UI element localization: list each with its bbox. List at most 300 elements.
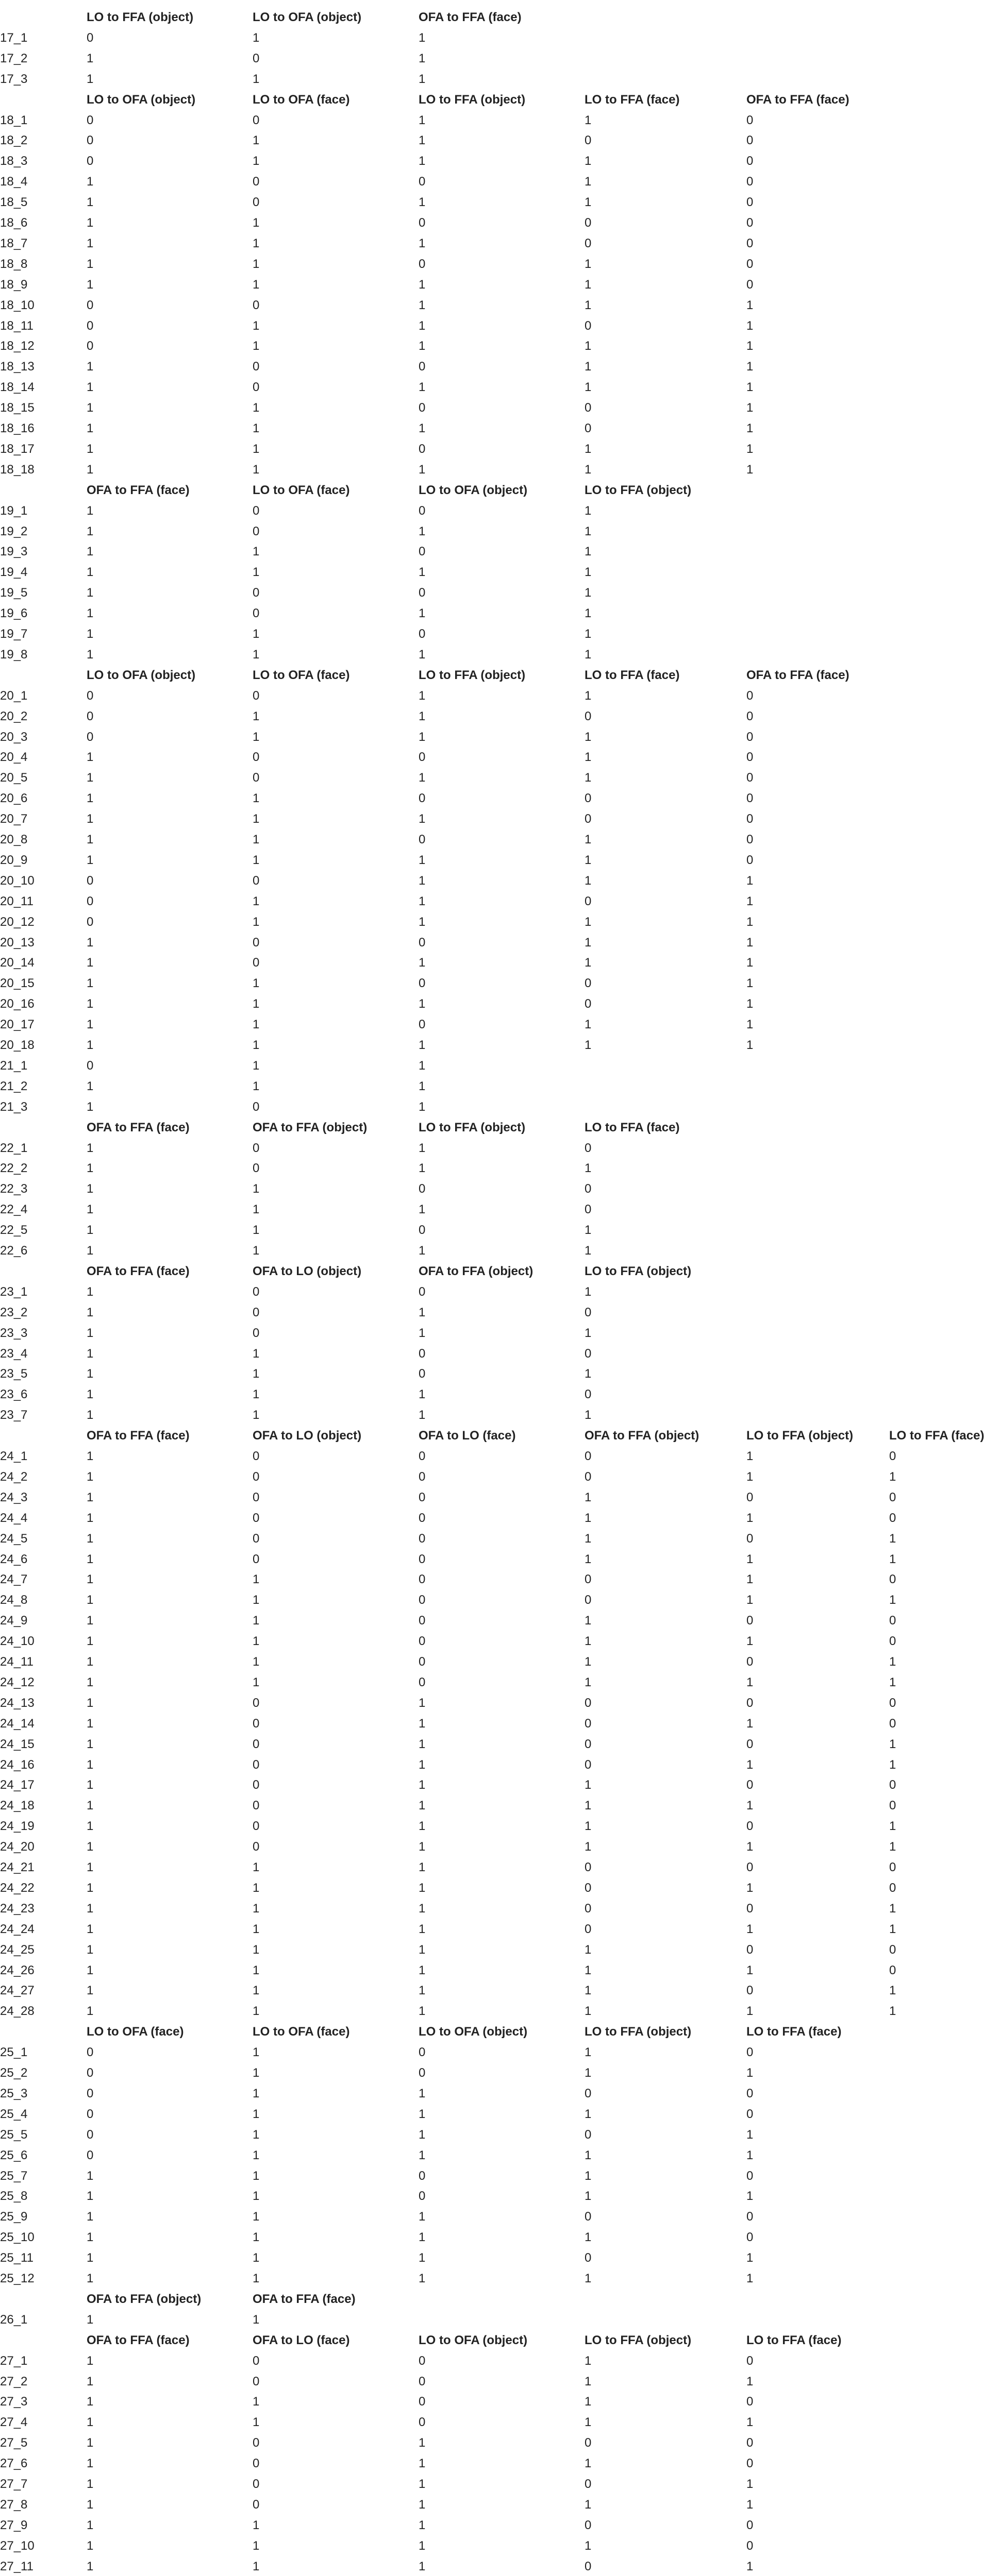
value-cell: 1 <box>87 195 94 210</box>
value-cell: 0 <box>585 1202 592 1217</box>
value-cell: 0 <box>585 1593 592 1607</box>
value-cell: 1 <box>419 1840 426 1854</box>
column-header: LO to FFA (face) <box>585 668 680 682</box>
value-cell: 1 <box>87 503 94 518</box>
model-id-cell: 25_9 <box>0 2210 28 2224</box>
model-id-cell: 27_6 <box>0 2456 28 2471</box>
value-cell: 0 <box>253 1099 260 1114</box>
table-row <box>0 583 984 603</box>
value-cell: 1 <box>889 1655 896 1669</box>
model-id-cell: 24_13 <box>0 1696 35 1710</box>
value-cell: 1 <box>889 1469 896 1484</box>
table-row <box>0 1878 984 1899</box>
value-cell: 0 <box>746 1655 754 1669</box>
table-row <box>0 1076 984 1097</box>
value-cell: 1 <box>87 277 94 292</box>
value-cell: 1 <box>585 2148 592 2162</box>
value-cell: 1 <box>585 2168 592 2183</box>
value-cell: 0 <box>746 2045 754 2060</box>
table-row <box>0 1611 984 1631</box>
table-row <box>0 1241 984 1261</box>
value-cell: 1 <box>889 1840 896 1854</box>
value-cell: 1 <box>419 1819 426 1834</box>
table-row <box>0 1857 984 1878</box>
value-cell: 0 <box>746 1696 754 1710</box>
table-row <box>0 1138 984 1159</box>
table-row <box>0 603 984 624</box>
model-id-cell: 21_2 <box>0 1079 28 1093</box>
table-row <box>0 2083 984 2104</box>
model-id-cell: 24_25 <box>0 1942 35 1957</box>
model-id-cell: 20_7 <box>0 812 28 826</box>
value-cell: 0 <box>87 133 94 148</box>
value-cell: 0 <box>889 1880 896 1895</box>
value-cell: 1 <box>419 1161 426 1176</box>
model-id-cell: 20_11 <box>0 894 34 908</box>
table-row <box>0 1158 984 1179</box>
value-cell: 1 <box>253 2066 260 2080</box>
model-id-cell: 27_8 <box>0 2497 28 2512</box>
value-cell: 0 <box>253 1840 260 1854</box>
model-id-cell: 24_3 <box>0 1490 28 1504</box>
value-cell: 0 <box>253 2456 260 2471</box>
table-row <box>0 2125 984 2145</box>
value-cell: 1 <box>87 1799 94 1813</box>
value-cell: 0 <box>253 298 260 312</box>
model-id-cell: 18_16 <box>0 421 35 435</box>
value-cell: 1 <box>253 30 260 45</box>
value-cell: 0 <box>746 1614 754 1628</box>
value-cell: 0 <box>253 524 260 538</box>
value-cell: 1 <box>87 2456 94 2471</box>
value-cell: 1 <box>419 51 426 65</box>
table-row <box>0 1364 984 1384</box>
table-row <box>0 172 984 192</box>
value-cell: 1 <box>889 1531 896 1546</box>
model-id-cell: 24_17 <box>0 1778 35 1792</box>
value-cell: 1 <box>419 1079 426 1093</box>
value-cell: 1 <box>419 647 426 662</box>
model-id-cell: 23_3 <box>0 1326 28 1340</box>
value-cell: 0 <box>419 627 426 641</box>
value-cell: 0 <box>253 1819 260 1834</box>
value-cell: 1 <box>585 1223 592 1238</box>
model-id-cell: 18_6 <box>0 216 28 230</box>
value-cell: 1 <box>87 1305 94 1319</box>
value-cell: 1 <box>419 1696 426 1710</box>
value-cell: 1 <box>419 236 426 250</box>
table-row <box>0 1734 984 1755</box>
value-cell: 1 <box>585 1408 592 1422</box>
table-header-row <box>0 1261 984 1282</box>
value-cell: 0 <box>746 277 754 292</box>
table-row <box>0 233 984 254</box>
table-row <box>0 2515 984 2536</box>
value-cell: 0 <box>585 1449 592 1463</box>
value-cell: 1 <box>585 1367 592 1381</box>
value-cell: 1 <box>253 1922 260 1936</box>
value-cell: 0 <box>746 730 754 744</box>
column-header: LO to FFA (object) <box>585 2025 692 2039</box>
table-row <box>0 1775 984 1795</box>
table-row <box>0 2166 984 2187</box>
table-row <box>0 1590 984 1611</box>
value-cell: 1 <box>585 2456 592 2471</box>
value-cell: 1 <box>746 2272 754 2285</box>
table-row <box>0 28 984 48</box>
table-row <box>0 1282 984 1302</box>
value-cell: 1 <box>87 1778 94 1792</box>
value-cell: 0 <box>87 2107 94 2121</box>
value-cell: 1 <box>419 873 426 888</box>
value-cell: 1 <box>87 750 94 765</box>
value-cell: 1 <box>87 627 94 641</box>
value-cell: 1 <box>87 2395 94 2409</box>
value-cell: 1 <box>746 873 754 888</box>
column-header: OFA to LO (face) <box>419 1429 516 1443</box>
value-cell: 1 <box>253 133 260 148</box>
table-row <box>0 2351 984 2371</box>
value-cell: 1 <box>87 1202 94 1217</box>
value-cell: 0 <box>419 1593 426 1607</box>
value-cell: 1 <box>253 2272 260 2285</box>
value-cell: 0 <box>585 421 592 435</box>
model-id-cell: 19_3 <box>0 545 28 559</box>
value-cell: 0 <box>253 1511 260 1525</box>
value-cell: 0 <box>253 1161 260 1176</box>
value-cell: 0 <box>419 750 426 765</box>
value-cell: 0 <box>253 1757 260 1772</box>
value-cell: 0 <box>419 1018 426 1032</box>
value-cell: 0 <box>889 1490 896 1504</box>
value-cell: 1 <box>253 1860 260 1874</box>
value-cell: 1 <box>87 51 94 65</box>
value-cell: 1 <box>87 2477 94 2491</box>
table-row <box>0 2145 984 2166</box>
column-header: LO to FFA (face) <box>889 1429 984 1443</box>
value-cell: 1 <box>419 2538 426 2553</box>
value-cell: 1 <box>253 647 260 662</box>
model-id-cell: 18_13 <box>0 360 35 374</box>
model-id-cell: 22_1 <box>0 1141 28 1155</box>
value-cell: 1 <box>419 1799 426 1813</box>
value-cell: 1 <box>585 1018 592 1032</box>
value-cell: 1 <box>253 1880 260 1895</box>
value-cell: 1 <box>87 236 94 250</box>
value-cell: 1 <box>419 298 426 312</box>
value-cell: 0 <box>889 1942 896 1957</box>
value-cell: 1 <box>585 195 592 210</box>
value-cell: 1 <box>585 1038 592 1052</box>
model-id-cell: 27_11 <box>0 2559 34 2573</box>
value-cell: 1 <box>253 277 260 292</box>
value-cell: 0 <box>419 1552 426 1566</box>
value-cell: 0 <box>419 1531 426 1546</box>
column-header: LO to FFA (object) <box>419 668 526 682</box>
value-cell: 1 <box>585 2230 592 2245</box>
value-cell: 0 <box>585 2436 592 2450</box>
value-cell: 0 <box>585 1387 592 1402</box>
table-row <box>0 706 984 727</box>
value-cell: 1 <box>87 442 94 456</box>
table-row <box>0 48 984 69</box>
value-cell: 0 <box>889 1963 896 1977</box>
column-header: LO to FFA (object) <box>746 1429 854 1443</box>
value-cell: 0 <box>746 1531 754 1546</box>
model-id-cell: 27_7 <box>0 2477 28 2491</box>
value-cell: 0 <box>419 257 426 271</box>
table-row <box>0 336 984 357</box>
value-cell: 0 <box>746 195 754 210</box>
value-cell: 1 <box>585 956 592 970</box>
value-cell: 0 <box>746 1860 754 1874</box>
model-id-cell: 24_6 <box>0 1552 28 1566</box>
value-cell: 1 <box>87 812 94 826</box>
column-header: OFA to FFA (face) <box>253 2292 356 2306</box>
value-cell: 0 <box>585 894 592 908</box>
value-cell: 1 <box>419 1326 426 1340</box>
value-cell: 1 <box>889 2004 896 2019</box>
value-cell: 0 <box>585 791 592 806</box>
model-id-cell: 21_1 <box>0 1058 28 1073</box>
value-cell: 0 <box>419 545 426 559</box>
value-cell: 1 <box>87 2004 94 2019</box>
value-cell: 1 <box>585 545 592 559</box>
value-cell: 1 <box>585 2066 592 2080</box>
value-cell: 1 <box>253 1223 260 1238</box>
value-cell: 1 <box>585 298 592 312</box>
model-id-cell: 18_4 <box>0 175 28 189</box>
value-cell: 1 <box>87 606 94 621</box>
value-cell: 0 <box>889 1634 896 1649</box>
value-cell: 1 <box>87 175 94 189</box>
value-cell: 1 <box>746 1572 754 1587</box>
value-cell: 0 <box>746 791 754 806</box>
value-cell: 0 <box>253 935 260 950</box>
value-cell: 1 <box>585 688 592 703</box>
value-cell: 0 <box>585 1922 592 1936</box>
value-cell: 0 <box>746 2518 754 2532</box>
value-cell: 1 <box>746 298 754 312</box>
value-cell: 0 <box>253 2353 260 2368</box>
table-row <box>0 2227 984 2248</box>
value-cell: 1 <box>585 647 592 662</box>
table-header-row <box>0 2022 984 2042</box>
value-cell: 1 <box>419 1860 426 1874</box>
value-cell: 0 <box>253 2374 260 2388</box>
value-cell: 0 <box>253 1490 260 1504</box>
value-cell: 1 <box>746 2127 754 2142</box>
value-cell: 0 <box>419 442 426 456</box>
column-header: OFA to FFA (object) <box>253 1120 368 1134</box>
column-header: LO to OFA (face) <box>253 92 350 107</box>
value-cell: 1 <box>419 2107 426 2121</box>
model-id-cell: 24_12 <box>0 1675 35 1689</box>
value-cell: 0 <box>746 812 754 826</box>
value-cell: 1 <box>585 257 592 271</box>
column-header: OFA to FFA (face) <box>87 1429 190 1443</box>
value-cell: 1 <box>419 2004 426 2019</box>
value-cell: 1 <box>746 2251 754 2265</box>
value-cell: 1 <box>889 1675 896 1689</box>
model-id-cell: 24_1 <box>0 1449 28 1463</box>
value-cell: 0 <box>746 2210 754 2224</box>
value-cell: 1 <box>87 1963 94 1977</box>
value-cell: 0 <box>419 1511 426 1525</box>
value-cell: 1 <box>419 1778 426 1792</box>
value-cell: 0 <box>746 175 754 189</box>
value-cell: 1 <box>585 853 592 867</box>
table-row <box>0 1179 984 1199</box>
value-cell: 1 <box>746 2559 754 2573</box>
model-id-cell: 24_18 <box>0 1799 35 1813</box>
value-cell: 0 <box>253 51 260 65</box>
value-cell: 0 <box>746 1737 754 1751</box>
value-cell: 0 <box>253 1141 260 1155</box>
value-cell: 1 <box>253 812 260 826</box>
value-cell: 0 <box>419 1346 426 1361</box>
value-cell: 0 <box>253 1799 260 1813</box>
value-cell: 1 <box>87 72 94 86</box>
value-cell: 1 <box>746 2189 754 2204</box>
value-cell: 1 <box>419 2272 426 2285</box>
model-id-cell: 19_6 <box>0 606 28 621</box>
column-header: OFA to FFA (object) <box>87 2292 202 2306</box>
value-cell: 1 <box>746 2374 754 2388</box>
value-cell: 1 <box>419 1408 426 1422</box>
table-row <box>0 2186 984 2207</box>
column-header: LO to OFA (face) <box>253 668 350 682</box>
value-cell: 1 <box>889 1901 896 1916</box>
value-cell: 1 <box>253 257 260 271</box>
column-header: OFA to FFA (face) <box>87 2333 190 2347</box>
value-cell: 1 <box>419 72 426 86</box>
model-id-cell: 25_11 <box>0 2251 34 2265</box>
value-cell: 1 <box>585 1655 592 1669</box>
value-cell: 0 <box>419 935 426 950</box>
model-id-cell: 27_4 <box>0 2415 28 2430</box>
column-header: LO to OFA (object) <box>87 668 196 682</box>
table-row <box>0 912 984 933</box>
table-row <box>0 2063 984 2083</box>
value-cell: 0 <box>419 401 426 415</box>
value-cell: 0 <box>87 709 94 723</box>
model-id-cell: 20_13 <box>0 935 35 950</box>
table-header-row <box>0 2330 984 2351</box>
value-cell: 1 <box>419 154 426 168</box>
value-cell: 0 <box>419 175 426 189</box>
value-cell: 0 <box>889 1860 896 1874</box>
value-cell: 1 <box>87 1634 94 1649</box>
value-cell: 0 <box>419 2066 426 2080</box>
table-row <box>0 1344 984 1364</box>
value-cell: 1 <box>87 216 94 230</box>
table-row <box>0 69 984 90</box>
value-cell: 1 <box>746 421 754 435</box>
value-cell: 1 <box>253 2086 260 2100</box>
value-cell: 1 <box>419 1058 426 1073</box>
model-id-cell: 21_3 <box>0 1099 28 1114</box>
value-cell: 1 <box>87 1387 94 1402</box>
value-cell: 1 <box>746 1880 754 1895</box>
model-id-cell: 19_4 <box>0 565 28 580</box>
value-cell: 1 <box>87 2436 94 2450</box>
value-cell: 1 <box>585 2004 592 2019</box>
value-cell: 1 <box>746 380 754 395</box>
value-cell: 1 <box>87 360 94 374</box>
table-row <box>0 1919 984 1940</box>
value-cell: 1 <box>419 195 426 210</box>
model-id-cell: 20_3 <box>0 730 28 744</box>
value-cell: 0 <box>585 2127 592 2142</box>
column-header: LO to FFA (face) <box>746 2333 842 2347</box>
value-cell: 1 <box>253 1655 260 1669</box>
value-cell: 1 <box>419 2148 426 2162</box>
value-cell: 1 <box>585 2045 592 2060</box>
value-cell: 1 <box>87 1182 94 1196</box>
model-id-cell: 24_9 <box>0 1614 28 1628</box>
table-row <box>0 2310 984 2330</box>
column-header: OFA to FFA (face) <box>87 1264 190 1278</box>
value-cell: 1 <box>585 2353 592 2368</box>
column-header: OFA to LO (object) <box>253 1429 362 1443</box>
value-cell: 1 <box>87 2210 94 2224</box>
value-cell: 0 <box>419 2353 426 2368</box>
value-cell: 1 <box>253 2518 260 2532</box>
value-cell: 0 <box>746 2538 754 2553</box>
model-id-cell: 18_15 <box>0 401 35 415</box>
value-cell: 1 <box>87 1038 94 1052</box>
value-cell: 1 <box>585 154 592 168</box>
value-cell: 1 <box>585 771 592 785</box>
value-cell: 0 <box>746 113 754 127</box>
model-id-cell: 24_14 <box>0 1716 35 1731</box>
value-cell: 1 <box>253 2251 260 2265</box>
value-cell: 0 <box>87 318 94 333</box>
value-cell: 1 <box>585 2415 592 2430</box>
value-cell: 1 <box>87 2168 94 2183</box>
value-cell: 1 <box>419 606 426 621</box>
value-cell: 1 <box>87 853 94 867</box>
value-cell: 1 <box>585 2374 592 2388</box>
value-cell: 1 <box>585 1244 592 1258</box>
value-cell: 1 <box>253 1079 260 1093</box>
model-id-cell: 24_24 <box>0 1922 35 1936</box>
value-cell: 1 <box>87 2538 94 2553</box>
value-cell: 1 <box>585 1819 592 1834</box>
value-cell: 1 <box>419 1716 426 1731</box>
value-cell: 1 <box>585 277 592 292</box>
table-row <box>0 871 984 891</box>
value-cell: 1 <box>746 401 754 415</box>
model-id-cell: 18_7 <box>0 236 28 250</box>
value-cell: 1 <box>419 2477 426 2491</box>
table-row <box>0 2412 984 2433</box>
value-cell: 1 <box>253 462 260 477</box>
model-id-cell: 19_2 <box>0 524 28 538</box>
value-cell: 0 <box>746 2086 754 2100</box>
value-cell: 0 <box>87 298 94 312</box>
value-cell: 1 <box>419 2230 426 2245</box>
value-cell: 1 <box>253 339 260 353</box>
value-cell: 0 <box>585 401 592 415</box>
value-cell: 1 <box>746 1963 754 1977</box>
value-cell: 1 <box>746 997 754 1011</box>
value-cell: 1 <box>87 1079 94 1093</box>
value-cell: 1 <box>87 791 94 806</box>
value-cell: 1 <box>746 1757 754 1772</box>
value-cell: 0 <box>585 1182 592 1196</box>
